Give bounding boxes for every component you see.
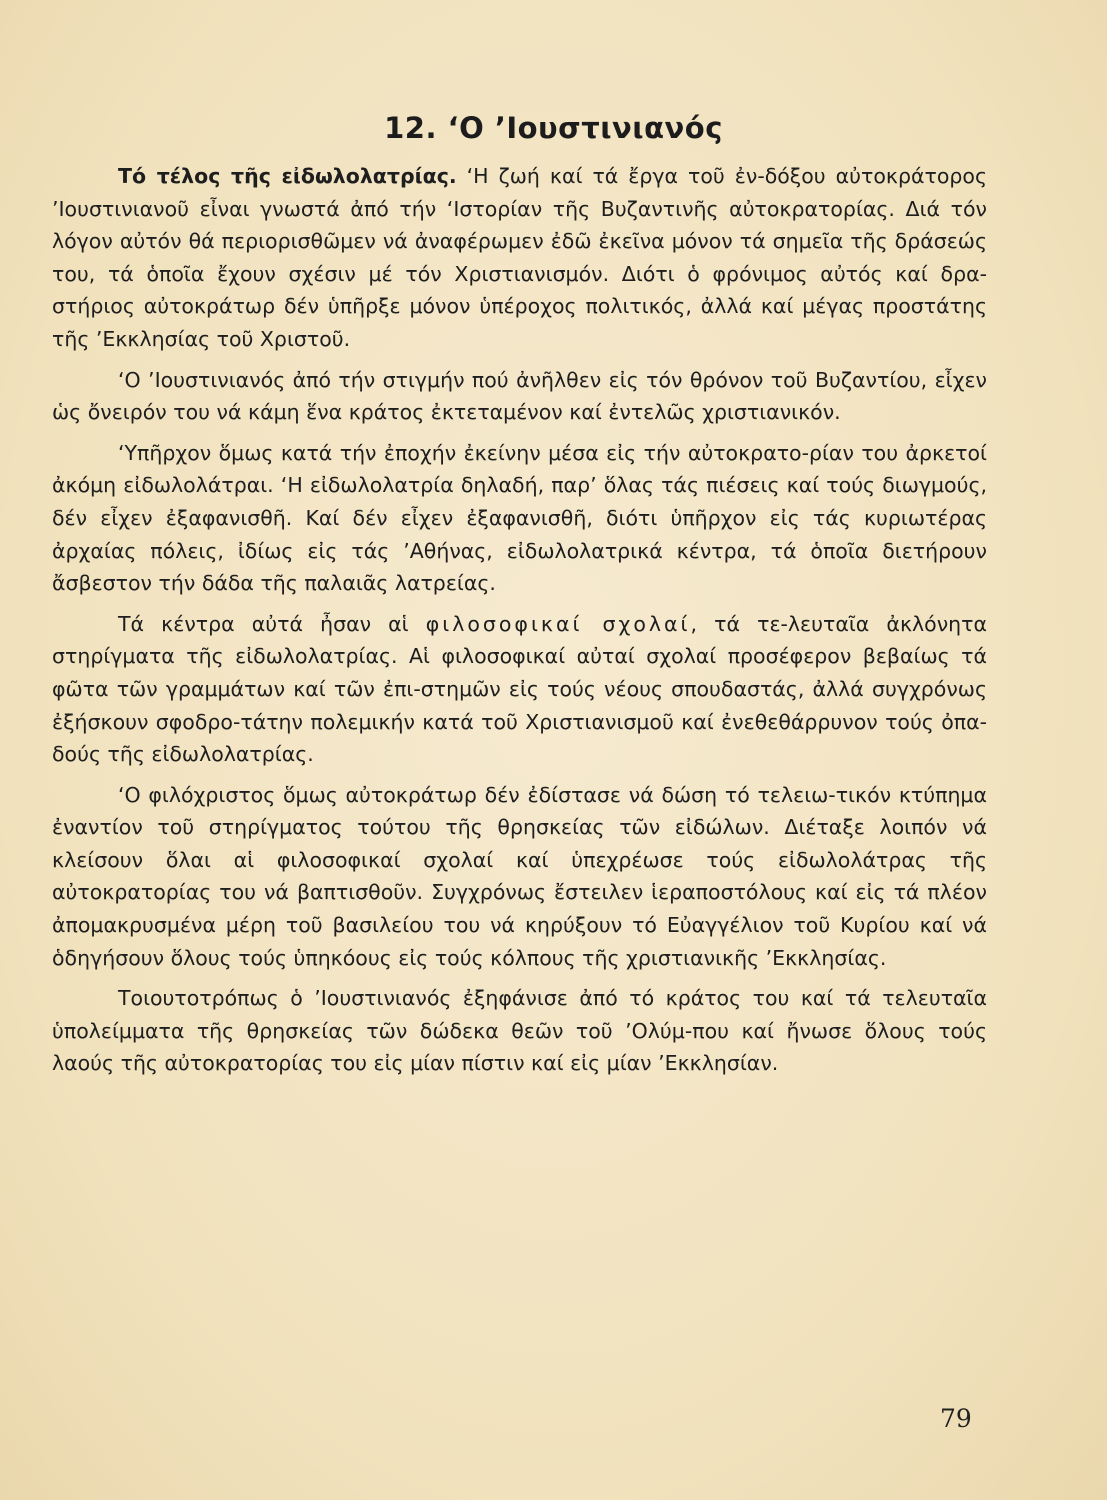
paragraph-4	[52, 608, 987, 771]
paragraph-6: Τοιουτοτρόπως ὁ ’Ιουστινιανός ἐξηφάνισε ἀπό τό κράτος του καί τά τελευταῖα ὑπολείμματα τῆς θρησκείας τῶν δώδεκα θεῶν τοῦ ’Ολύμ-που καί ἤνωσε ὅλους τούς λαούς τῆς αὐτοκρατορίας του εἰς μίαν πίστιν καί εἰς μίαν ’Εκκλησίαν.	[52, 986, 987, 1076]
paragraph-5: ‘Ο φιλόχριστος ὅμως αὐτοκράτωρ δέν ἐδίστασε νά δώση τό τελειω-τικόν κτύπημα ἐναντίον τοῦ στηρίγματος τούτου τῆς θρησκείας τῶν εἰδώλων. Διέταξε λοιπόν νά κλείσουν ὅλαι αἱ φιλοσοφικαί σχολαί καί ὑπεχρέωσε τούς εἰδωλολάτρας τῆς αὐτοκρατορίας του νά βαπτισθοῦν. Συγχρόνως ἔστειλεν ἱεραποστόλους καί εἰς τά πλέον ἀπομακρυσμένα μέρη τοῦ βασιλείου του νά κηρύξουν τό Εὐαγγέλιον τοῦ Κυρίου καί νά ὁδηγήσουν ὅλους τούς ὑπηκόους εἰς τούς κόλπους τῆς χριστιανικῆς ’Εκκλησίας.	[52, 782, 987, 970]
paragraph-4-text-before: Τά κέντρα αὐτά ἦσαν αἱ	[118, 611, 426, 636]
paragraph-3: ‘Υπῆρχον ὅμως κατά τήν ἐποχήν ἐκείνην μέσα εἰς τήν αὐτοκρατο-ρίαν του ἀρκετοί ἀκόμη εἰδωλολάτραι. ‘Η εἰδωλολατρία δηλαδή, παρ’ ὅλας τάς πιέσεις καί τούς διωγμούς, δέν εἶχεν ἐξαφανισθῆ. Καί δέν εἶχεν ἐξαφανισθῆ, διότι ὑπῆρχον εἰς τάς κυριωτέρας ἀρχαίας πόλεις, ἰδίως εἰς τάς ’Αθήνας, εἰδωλολατρικά κέντρα, τά ὁποῖα διετήρουν ἄσβεστον τήν δάδα τῆς παλαιᾶς λατρείας.	[52, 440, 987, 596]
section-heading: Τό τέλος τῆς εἰδωλολατρίας.	[118, 164, 457, 188]
emphasized-term: φιλοσοφικαί σχολαί	[425, 611, 691, 636]
paragraph-4-text-after: , τά τε-λευταῖα ἀκλόνητα στηρίγματα τῆς εἰδωλολατρίας. Αἱ φιλοσοφικαί αὐταί σχολαί προσέφερον βεβαίως τά φῶτα τῶν γραμμάτων καί τῶν ἐπι-στημῶν εἰς τούς νέους σπουδαστάς, ἀλλά συγχρόνως ἐξήσκουν σφοδρο-τάτην πολεμικήν κατά τοῦ Χριστιανισμοῦ καί ἐνεθεθάρρυνον τούς ὀπα-δούς τῆς εἰδωλολατρίας.	[52, 611, 987, 767]
chapter-body	[52, 160, 987, 1080]
chapter-title: 12. ‘Ο ’Ιουστινιανός	[384, 111, 723, 146]
page-number: 79	[940, 1404, 972, 1433]
paragraph-2: ‘Ο ’Ιουστινιανός ἀπό τήν στιγμήν πού ἀνῆλθεν εἰς τόν θρόνον τοῦ Βυζαντίου, εἶχεν ὡς ὄνειρόν του νά κάμη ἕνα κράτος ἐκτεταμένον καί ἐντελῶς χριστιανικόν.	[52, 367, 987, 425]
paragraph-1-text: ‘Η ζωή καί τά ἔργα τοῦ ἐν-δόξου αὐτοκράτορος ’Ιουστινιανοῦ εἶναι γνωστά ἀπό τήν ‘Ιστορίαν τῆς Βυζαντινῆς αὐτοκρατορίας. Διά τόν λόγον αὐτόν θά περιορισθῶμεν νά ἀναφέρωμεν ἐδῶ ἐκεῖνα μόνον τά σημεῖα τῆς δράσεώς του, τά ὁποῖα ἔχουν σχέσιν μέ τόν Χριστιανισμόν. Διότι ὁ φρόνιμος αὐτός καί δρα-στήριος αὐτοκράτωρ δέν ὑπῆρξε μόνον ὑπέροχος πολιτικός, ἀλλά καί μέγας προστάτης τῆς ’Εκκλησίας τοῦ Χριστοῦ.	[52, 164, 987, 351]
paragraph-1	[52, 160, 987, 356]
